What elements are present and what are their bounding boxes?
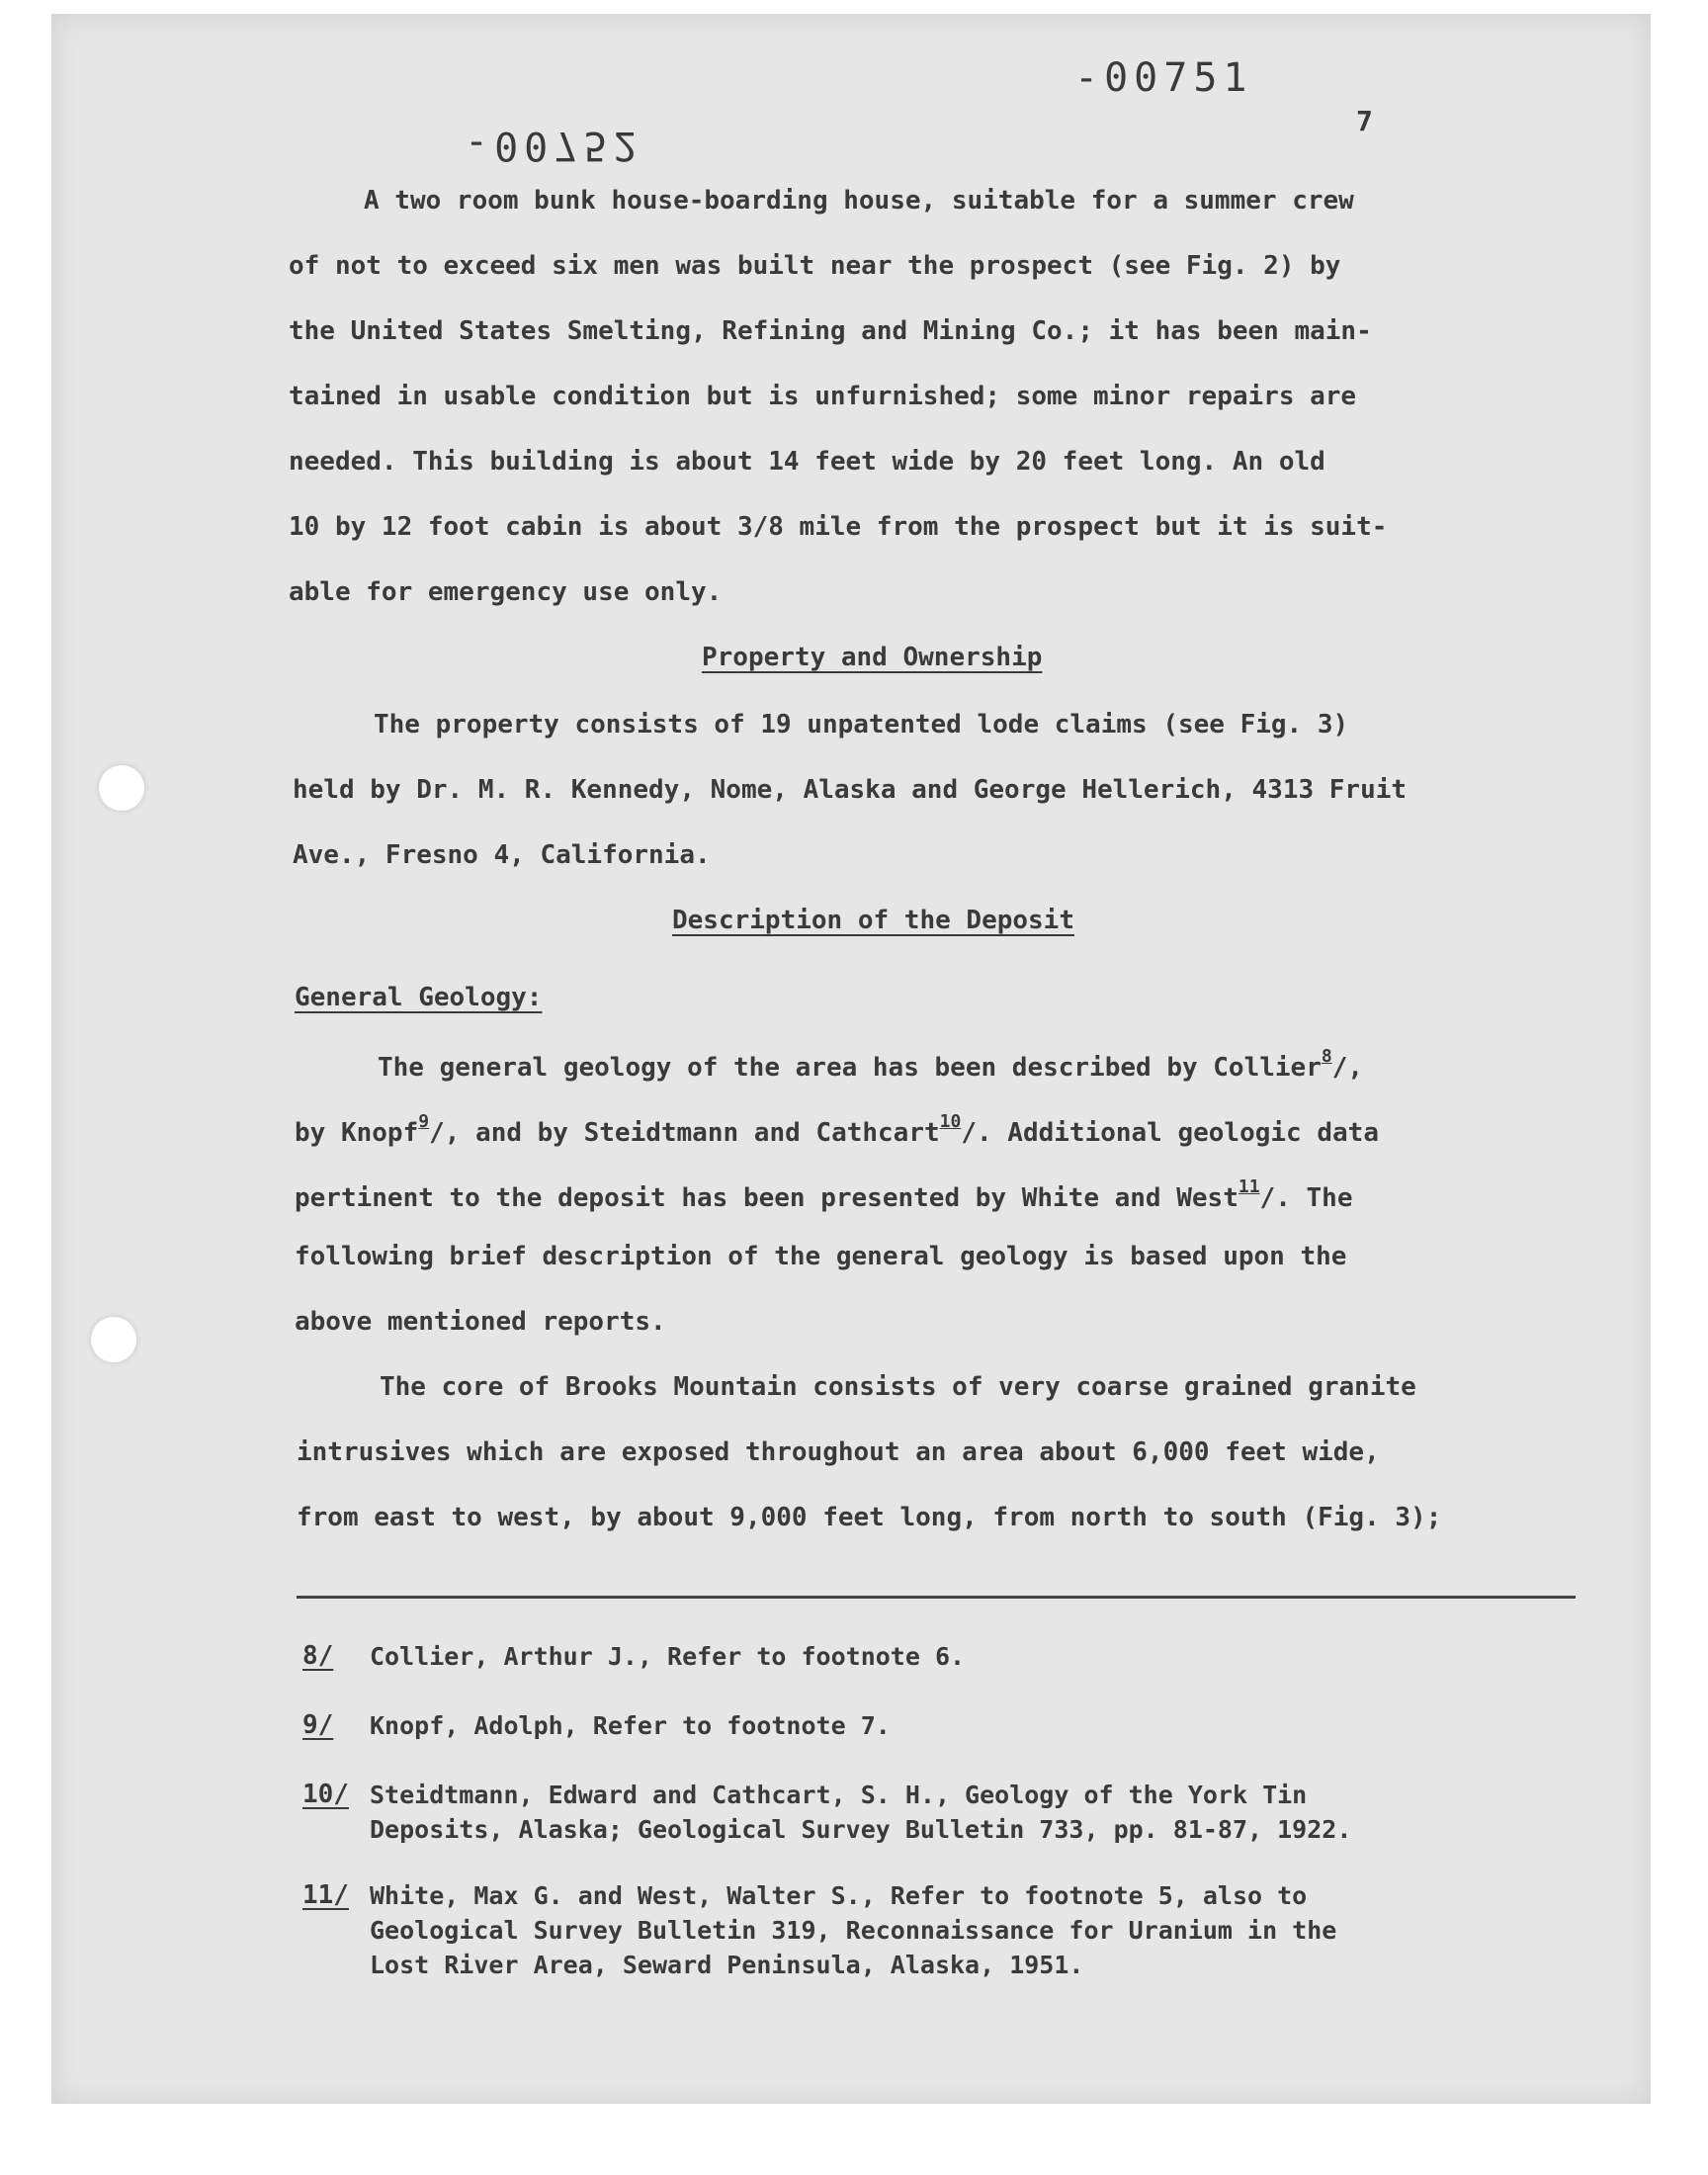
paragraph-line: The core of Brooks Mountain consists of very coarse grained granite: [380, 1372, 1416, 1402]
footnote-text: Steidtmann, Edward and Cathcart, S. H., Geology of the York Tin: [370, 1781, 1308, 1809]
footnote-text: Knopf, Adolph, Refer to footnote 7.: [370, 1711, 891, 1740]
text-run: pertinent to the deposit has been presented by White and West: [295, 1183, 1238, 1213]
paragraph-line: of not to exceed six men was built near the prospect (see Fig. 2) by: [289, 251, 1341, 281]
footnote-text: Lost River Area, Seward Peninsula, Alaska, 1951.: [370, 1951, 1084, 1979]
paragraph-line: from east to west, by about 9,000 feet long, from north to south (Fig. 3);: [297, 1503, 1442, 1532]
subsection-heading-geology: General Geology:: [295, 983, 543, 1012]
text-run: /, and by Steidtmann and Cathcart: [429, 1118, 940, 1148]
footnote-mark: 11/: [302, 1880, 349, 1910]
paragraph-line: the United States Smelting, Refining and Mining Co.; it has been main-: [289, 316, 1372, 346]
page-number: 7: [1356, 105, 1373, 137]
text-run: by Knopf: [295, 1118, 419, 1148]
paragraph-line: intrusives which are exposed throughout an area about 6,000 feet wide,: [297, 1437, 1380, 1467]
paragraph-line: able for emergency use only.: [289, 577, 723, 607]
paragraph-line: Ave., Fresno 4, California.: [293, 840, 711, 870]
paragraph-line: held by Dr. M. R. Kennedy, Nome, Alaska and George Hellerich, 4313 Fruit: [293, 775, 1408, 805]
document-page: [51, 14, 1651, 2104]
text-run: /. Additional geologic data: [961, 1118, 1379, 1148]
text-run: /,: [1331, 1053, 1364, 1083]
paragraph-line: tained in usable condition but is unfurnished; some minor repairs are: [289, 382, 1357, 411]
footnote-text: Geological Survey Bulletin 319, Reconnaissance for Uranium in the: [370, 1916, 1337, 1945]
paragraph-line: [295, 1178, 1352, 1211]
text-run: /. The: [1259, 1183, 1353, 1213]
footnote-text: Deposits, Alaska; Geological Survey Bulletin 733, pp. 81-87, 1922.: [370, 1815, 1352, 1844]
footnote-reference[interactable]: 11: [1238, 1176, 1260, 1197]
footnote-reference[interactable]: 8: [1321, 1046, 1332, 1067]
footnote-mark: 8/: [302, 1641, 334, 1671]
scan-margin: [0, 2104, 1708, 2175]
paragraph-line: [295, 1113, 1379, 1146]
paragraph-line: 10 by 12 foot cabin is about 3/8 mile from the prospect but it is suit-: [289, 512, 1388, 542]
mirrored-number-stamp: -00752: [465, 123, 643, 168]
section-heading-property: Property and Ownership: [702, 643, 1043, 672]
text-run: The general geology of the area has been described by Collier: [378, 1053, 1322, 1083]
footnote-text: Collier, Arthur J., Refer to footnote 6.: [370, 1642, 966, 1671]
paragraph-line: needed. This building is about 14 feet wide by 20 feet long. An old: [289, 447, 1325, 477]
paragraph-line: above mentioned reports.: [295, 1307, 666, 1337]
footnote-reference[interactable]: 10: [939, 1111, 962, 1132]
footnote-mark: 9/: [302, 1710, 334, 1740]
paragraph-line: A two room bunk house-boarding house, suitable for a summer crew: [364, 186, 1354, 216]
paragraph-line: The property consists of 19 unpatented lode claims (see Fig. 3): [374, 710, 1349, 740]
footnote-reference[interactable]: 9: [418, 1111, 430, 1132]
paragraph-line: [378, 1048, 1363, 1081]
binder-hole-icon: [91, 1317, 136, 1362]
paragraph-line: following brief description of the general geology is based upon the: [295, 1242, 1347, 1271]
footnote-text: White, Max G. and West, Walter S., Refer to footnote 5, also to: [370, 1881, 1308, 1910]
binder-hole-icon: [99, 765, 144, 811]
footnote-separator: [297, 1596, 1576, 1599]
document-number-stamp: -00751: [1074, 55, 1253, 101]
section-heading-deposit: Description of the Deposit: [672, 906, 1074, 935]
footnote-mark: 10/: [302, 1780, 349, 1809]
